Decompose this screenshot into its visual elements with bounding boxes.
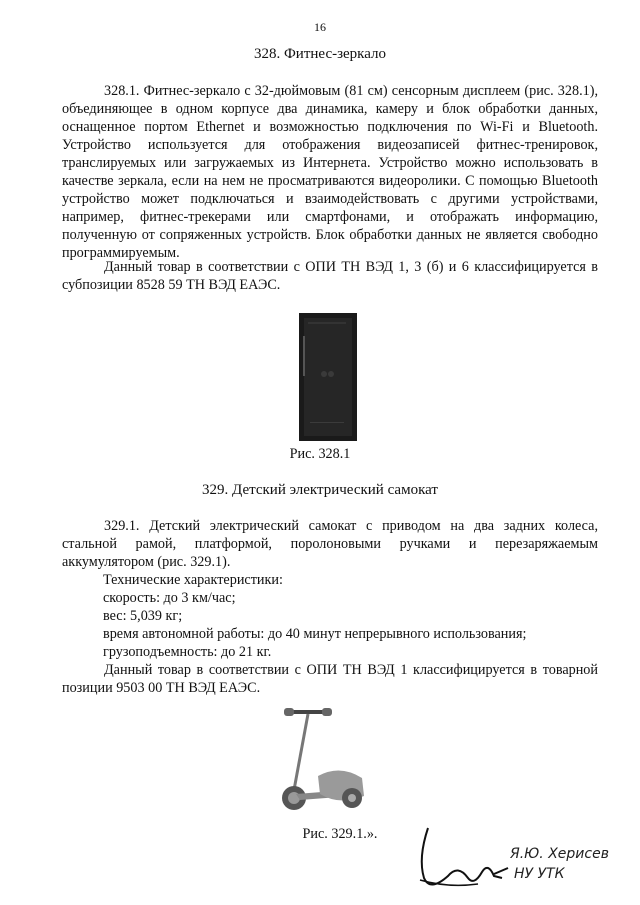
section-328-heading: 328. Фитнес-зеркало	[253, 46, 387, 62]
section-328-paragraph-1: 328.1. Фитнес-зеркало с 32-дюймовым (81 см) сенсорным дисплеем (рис. 328.1), объединяющее в одном корпусе два динамика, камеру и блок обработки данных, оснащенное портом Ethernet и возможностью подключения по Wi-Fi и Bluetooth. Устройство используется для отображения видеозаписей фитнес-тренировок, транслируемых или загружаемых из Интернета. Устройство можно использовать в качестве зеркала, если на нем не просматриваются видеоролики. С помощью Bluetooth устройство может подключаться и взаимодействовать с другими устройствами, например, фитнес-трекерами или смартфонами, и отображать информацию, полученную от сопряженных устройств. Блок обработки данных не является свободно программируемым.	[62, 83, 598, 261]
page-number: 16	[314, 20, 326, 34]
figure-329-caption: Рис. 329.1.».	[302, 826, 378, 842]
fitness-mirror-image	[298, 312, 358, 442]
spec-item: скорость: до 3 км/час;	[103, 590, 236, 606]
signature-org: НУ УТК	[514, 866, 565, 882]
section-329-heading: 329. Детский электрический самокат	[202, 482, 438, 498]
electric-scooter-image	[278, 702, 378, 822]
specs-title: Технические характеристики:	[103, 572, 283, 588]
spec-item: грузоподъемность: до 21 кг.	[103, 644, 272, 660]
spec-item: время автономной работы: до 40 минут непрерывного использования;	[103, 626, 527, 642]
section-329-paragraph-2: Данный товар в соответствии с ОПИ ТН ВЭД 1 классифицируется в товарной позиции 9503 00 ТН ВЭД ЕАЭС.	[62, 662, 598, 696]
section-329-paragraph-1: 329.1. Детский электрический самокат с приводом на два задних колеса, стальной рамой, платформой, поролоновыми ручками и перезаряжаемым аккумулятором (рис. 329.1).	[62, 518, 598, 570]
spec-item: вес: 5,039 кг;	[103, 608, 183, 624]
figure-328-caption: Рис. 328.1	[289, 446, 351, 462]
section-328-paragraph-2: Данный товар в соответствии с ОПИ ТН ВЭД 1, 3 (б) и 6 классифицируется в субпозиции 8528 59 ТН ВЭД ЕАЭС.	[62, 259, 598, 293]
signature-name: Я.Ю. Херисев	[510, 846, 609, 862]
